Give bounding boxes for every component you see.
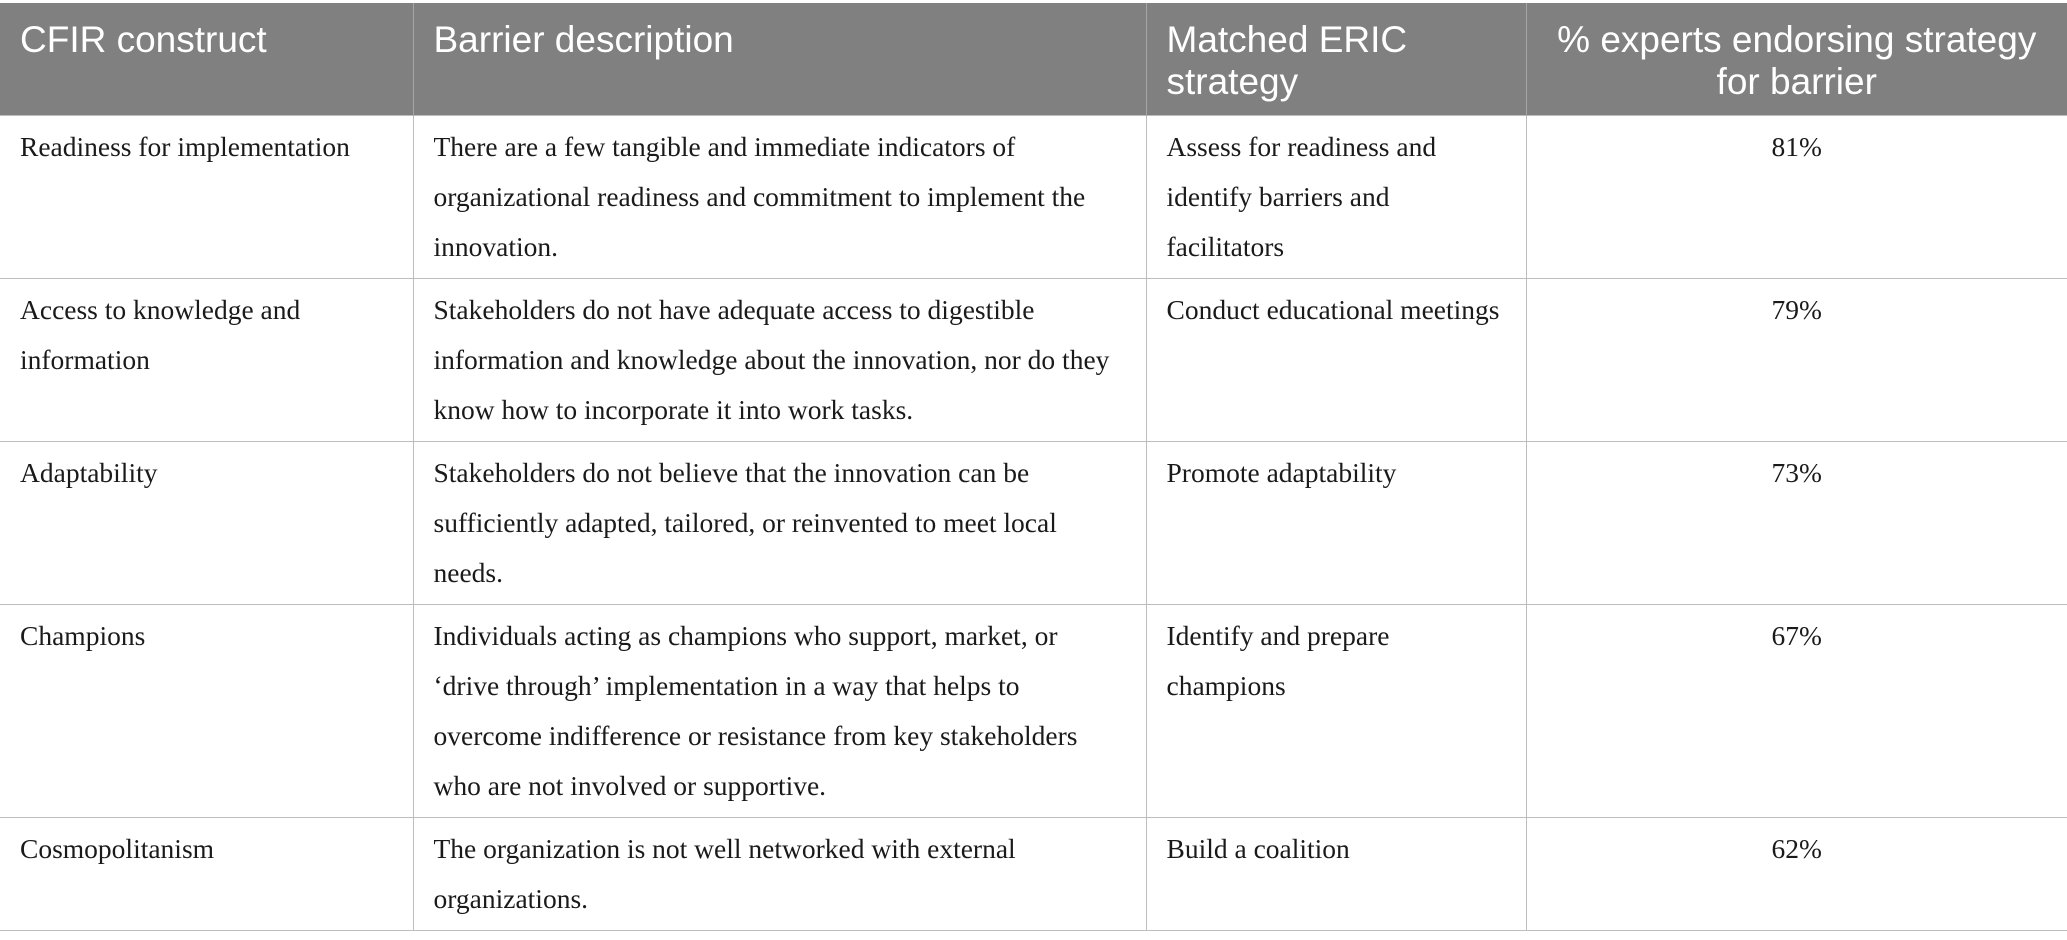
cell-percent: 79% [1526,279,2067,442]
cell-barrier: The organization is not well networked with external organizations. [413,818,1146,931]
cell-percent: 62% [1526,818,2067,931]
header-barrier-description: Barrier description [413,3,1146,116]
table-header [0,3,2067,116]
cell-construct: Champions [0,605,413,818]
table-row [0,818,2067,931]
cell-barrier: Stakeholders do not have adequate access to digestible information and knowledge about the innovation, nor do they know how to incorporate it into work tasks. [413,279,1146,442]
cell-barrier: Individuals acting as champions who support, market, or ‘drive through’ implementation in a way that helps to overcome indifference or resistance from key stakeholders who are not involved or supportive. [413,605,1146,818]
cell-strategy: Promote adaptability [1146,442,1526,605]
table-row [0,442,2067,605]
table-row [0,279,2067,442]
header-cfir-construct: CFIR construct [0,3,413,116]
cell-strategy: Identify and prepare champions [1146,605,1526,818]
cell-construct: Readiness for implementation [0,116,413,279]
header-matched-eric-strategy: Matched ERIC strategy [1146,3,1526,116]
barrier-strategy-table-container [0,3,2067,931]
cell-percent: 81% [1526,116,2067,279]
cell-construct: Cosmopolitanism [0,818,413,931]
cell-strategy: Assess for readiness and identify barriers and facilitators [1146,116,1526,279]
barrier-strategy-table [0,3,2067,931]
header-row [0,3,2067,116]
cell-construct: Adaptability [0,442,413,605]
cell-percent: 73% [1526,442,2067,605]
cell-strategy: Build a coalition [1146,818,1526,931]
table-row [0,116,2067,279]
cell-construct: Access to knowledge and information [0,279,413,442]
cell-barrier: There are a few tangible and immediate indicators of organizational readiness and commitment to implement the innovation. [413,116,1146,279]
header-percent-experts: % experts endorsing strategy for barrier [1526,3,2067,116]
table-body [0,116,2067,931]
cell-barrier: Stakeholders do not believe that the innovation can be sufficiently adapted, tailored, or reinvented to meet local needs. [413,442,1146,605]
cell-percent: 67% [1526,605,2067,818]
table-row [0,605,2067,818]
cell-strategy: Conduct educational meetings [1146,279,1526,442]
